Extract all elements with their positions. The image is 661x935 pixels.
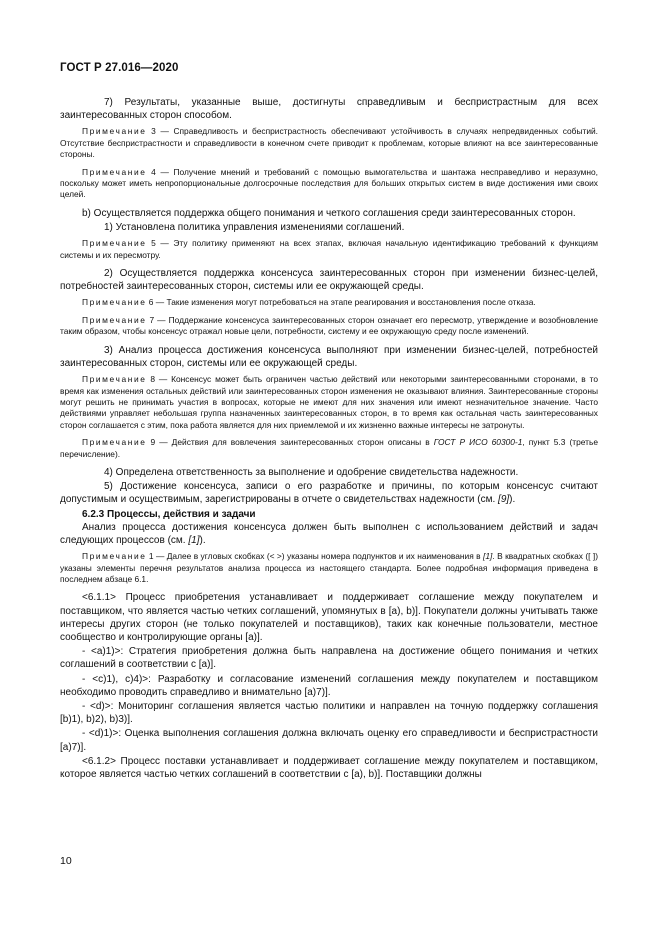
paragraph-6-1-1: <6.1.1> Процесс приобретения устанавливает и поддерживает соглашение между покупателем и поставщиком, что является частью четких соглашений, упомянутых в [а), b)]. Покупатели должны учитывать также интересы других сторон (не только покупателей и поставщиков), таких как конечные пользователи, местное сообщество и контролирующие органы [а)]. bbox=[60, 592, 598, 643]
note-8 bbox=[60, 374, 598, 431]
note-label: Примечание bbox=[82, 551, 147, 562]
page-number: 10 bbox=[60, 855, 72, 867]
note-5 bbox=[60, 238, 598, 261]
list-item: - <с)1), с)4)>: Разработку и согласование изменений соглашения между покупателем и поставщиком необходимо проводить справедливо и внимательно [а)7)]. bbox=[60, 673, 598, 698]
note-label: Примечание bbox=[82, 314, 147, 325]
note-label: Примечание bbox=[82, 437, 147, 448]
reference-link: [9] bbox=[498, 494, 510, 506]
paragraph-section-intro bbox=[60, 521, 598, 547]
note-6 bbox=[60, 297, 598, 308]
document-header: ГОСТ Р 27.016—2020 bbox=[60, 62, 179, 74]
note-text: 3 — Справедливость и беспристрастность обеспечивают устойчивость в случаях непредвиденных событий. Отсутствие беспристрастности и справедливости в конечном счете приводит к проблемам, которые влияют на все заинтересованные стороны. bbox=[60, 126, 598, 160]
paragraph-b5 bbox=[60, 480, 598, 506]
paragraph-b4: 4) Определена ответственность за выполнение и одобрение свидетельства надежности. bbox=[104, 466, 519, 478]
note-text: . В квадратных скобках ([ ]) указаны элементы перечня результатов анализа процесса из настоящего стандарта. Более подробная информация приведена в последнем абзаце 6.1. bbox=[60, 551, 598, 584]
paragraph-6-1-2: <6.1.2> Процесс поставки устанавливает и поддерживает соглашение между покупателем и поставщиком, которое является частью четких соглашений в соответствии с [а), b)]. Поставщики должны bbox=[60, 755, 598, 781]
list-item: - <а)1)>: Стратегия приобретения должна быть направлена на достижение общего понимания и четких соглашений в соответствии с [а)]. bbox=[60, 646, 598, 671]
note-label: Примечание bbox=[82, 166, 147, 177]
note-text: 7 — Поддержание консенсуса заинтересованных сторон означает его пересмотр, утверждение и возобновление таким образом, чтобы консенсус отражал новые цели, потребности, систему и ее окружающую среду после изменений. bbox=[60, 314, 598, 337]
paragraph-b: b) Осуществляется поддержка общего понимания и четкого соглашения среди заинтересованных сторон. bbox=[82, 207, 576, 219]
note-label: Примечание bbox=[82, 126, 147, 137]
paragraph-text: 5) Достижение консенсуса, записи о его разработке и причины, по которым консенсус считают допустимым и осуществимым, зарегистрированы в отчете о свидетельствах надежности (см. bbox=[60, 481, 598, 506]
note-4 bbox=[60, 167, 598, 201]
note-7 bbox=[60, 315, 598, 338]
paragraph-b3: 3) Анализ процесса достижения консенсуса выполняют при изменении бизнес-целей, потребностей заинтересованных сторон, системы или ее окружающей среды. bbox=[60, 344, 598, 369]
note-text: 1 — Далее в угловых скобках (< >) указаны номера подпунктов и их наименования в bbox=[146, 551, 484, 562]
note-label: Примечание bbox=[82, 297, 147, 308]
note-label: Примечание bbox=[82, 238, 147, 249]
note-label: Примечание bbox=[82, 374, 147, 385]
reference-link: [1] bbox=[483, 551, 493, 562]
paragraph-text: Анализ процесса достижения консенсуса должен быть выполнен с использованием действий и задач следующих процессов (см. bbox=[60, 521, 598, 546]
list-item: - <d)1)>: Оценка выполнения соглашения должна включать оценку его справедливости и беспристрастности [а)7)]. bbox=[60, 728, 598, 753]
note-3 bbox=[60, 126, 598, 160]
note-text: 5 — Эту политику применяют на всех этапах, включая начальную идентификацию требований к функциям системы и их пересмотру. bbox=[60, 238, 598, 260]
reference-link: ГОСТ Р ИСО 60300-1 bbox=[433, 437, 523, 448]
note-text: 9 — Действия для вовлечения заинтересованных сторон описаны в bbox=[146, 437, 434, 448]
paragraph-b1: 1) Установлена политика управления изменениями соглашений. bbox=[104, 222, 405, 234]
paragraph-b2: 2) Осуществляется поддержка консенсуса заинтересованных сторон при изменении бизнес-целей, потребностей заинтересованных сторон, системы или ее окружающей среды. bbox=[60, 268, 598, 293]
note-text: 4 — Получение мнений и требований с помощью вымогательства и шантажа несправедливо и неразумно, поскольку может иметь непропорциональные долгосрочные последствия для больших открытых систем в виде достижения ими своих целей. bbox=[60, 166, 598, 200]
reference-link: [1] bbox=[188, 534, 200, 546]
list-item: - <d)>: Мониторинг соглашения является частью политики и направлен на точную поддержку соглашения [b)1), b)2), b)3)]. bbox=[60, 701, 598, 726]
paragraph-a7: 7) Результаты, указанные выше, достигнуты справедливым и беспристрастным для всех заинтересованных сторон способом. bbox=[60, 97, 598, 122]
paragraph-text: ). bbox=[509, 494, 516, 506]
note-1 bbox=[60, 551, 598, 585]
paragraph-text: ). bbox=[199, 534, 206, 546]
note-text: , пункт 5.3 (третье перечисление). bbox=[60, 437, 598, 459]
note-text: 8 — Консенсус может быть ограничен частью действий или некоторыми заинтересованными сторонами, в то время как изменения остальных действий или заинтересованных сторон изменения не оказывают влияния. Заинтересованные стороны могут решить не принимать участия в вопросах, которые не имеют для них значения или имеют незначительное значение. Часто действиями управляет небольшая группа назначенных заинтересованных сторон, в то время как остальная часть заинтересованных сторон соглашается с этим, пока работа является для них приемлемой и их жизненно важные интересы не затронуты. bbox=[60, 374, 598, 430]
page-content bbox=[60, 96, 598, 782]
section-heading-6-2-3: 6.2.3 Процессы, действия и задачи bbox=[82, 508, 256, 520]
note-text: 6 — Такие изменения могут потребоваться на этапе реагирования и восстановления после отказа. bbox=[146, 297, 536, 308]
note-9 bbox=[60, 437, 598, 460]
